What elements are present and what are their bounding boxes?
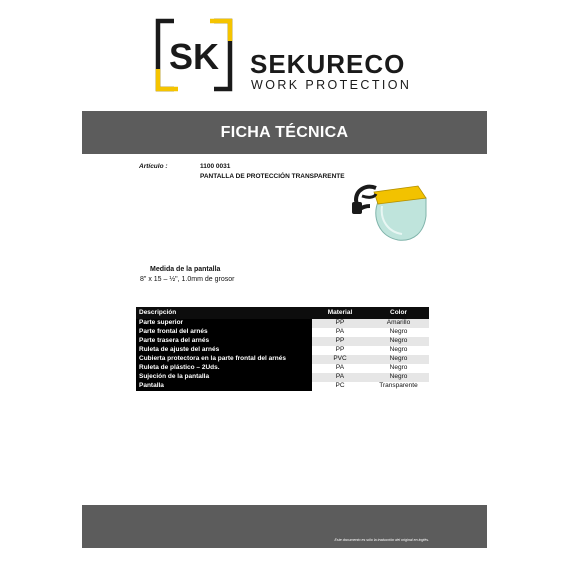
- brand-tagline: WORK PROTECTION: [251, 78, 412, 92]
- measure-value: 8" x 15 – ½", 1.0mm de grosor: [140, 276, 235, 283]
- row-material: PP: [312, 337, 368, 346]
- table-row: [136, 364, 429, 373]
- brand-logo: [154, 17, 416, 93]
- row-material: PA: [312, 373, 368, 382]
- row-color: Negro: [368, 364, 429, 373]
- row-material: PVC: [312, 355, 368, 364]
- page-title: FICHA TÉCNICA: [220, 123, 349, 141]
- article-label: Artículo :: [139, 163, 168, 170]
- row-description: Ruleta de ajuste del arnés: [136, 346, 312, 355]
- table-row: [136, 337, 429, 346]
- sk-logo-mark-icon: [154, 17, 234, 93]
- logo-mark-text: SK: [168, 36, 220, 77]
- row-description: Parte trasera del arnés: [136, 337, 312, 346]
- article-code: 1100 0031: [200, 163, 231, 170]
- row-description: Parte superior: [136, 319, 312, 328]
- measure-label: Medida de la pantalla: [150, 266, 221, 273]
- table-row: [136, 319, 429, 328]
- spec-table: [136, 307, 429, 391]
- row-description: Ruleta de plástico – 2Uds.: [136, 364, 312, 373]
- row-color: Negro: [368, 355, 429, 364]
- article-name: PANTALLA DE PROTECCIÓN TRANSPARENTE: [200, 173, 345, 180]
- table-header-row: [136, 307, 429, 319]
- title-band: [82, 111, 487, 154]
- table-row: [136, 373, 429, 382]
- table-row: [136, 346, 429, 355]
- row-description: Parte frontal del arnés: [136, 328, 312, 337]
- header-description: Descripción: [136, 307, 312, 319]
- row-color: Negro: [368, 373, 429, 382]
- row-material: PP: [312, 346, 368, 355]
- row-color: Negro: [368, 337, 429, 346]
- row-description: Cubierta protectora en la parte frontal del arnés: [136, 355, 312, 364]
- brand-name: SEKURECO: [250, 49, 406, 79]
- table-row: [136, 328, 429, 337]
- row-color: Negro: [368, 328, 429, 337]
- table-row: [136, 355, 429, 364]
- face-shield-icon: [348, 176, 428, 244]
- header-color: Color: [368, 307, 429, 319]
- row-color: Transparente: [368, 382, 429, 391]
- row-color: Amarillo: [368, 319, 429, 328]
- table-row: [136, 382, 429, 391]
- header-material: Material: [312, 307, 368, 319]
- footer-note: Este documento es sólo la traducción del original en inglés.: [334, 538, 429, 542]
- row-material: PP: [312, 319, 368, 328]
- row-material: PA: [312, 364, 368, 373]
- row-material: PA: [312, 328, 368, 337]
- row-color: Negro: [368, 346, 429, 355]
- row-description: Pantalla: [136, 382, 312, 391]
- row-material: PC: [312, 382, 368, 391]
- footer-band: [82, 505, 487, 548]
- row-description: Sujeción de la pantalla: [136, 373, 312, 382]
